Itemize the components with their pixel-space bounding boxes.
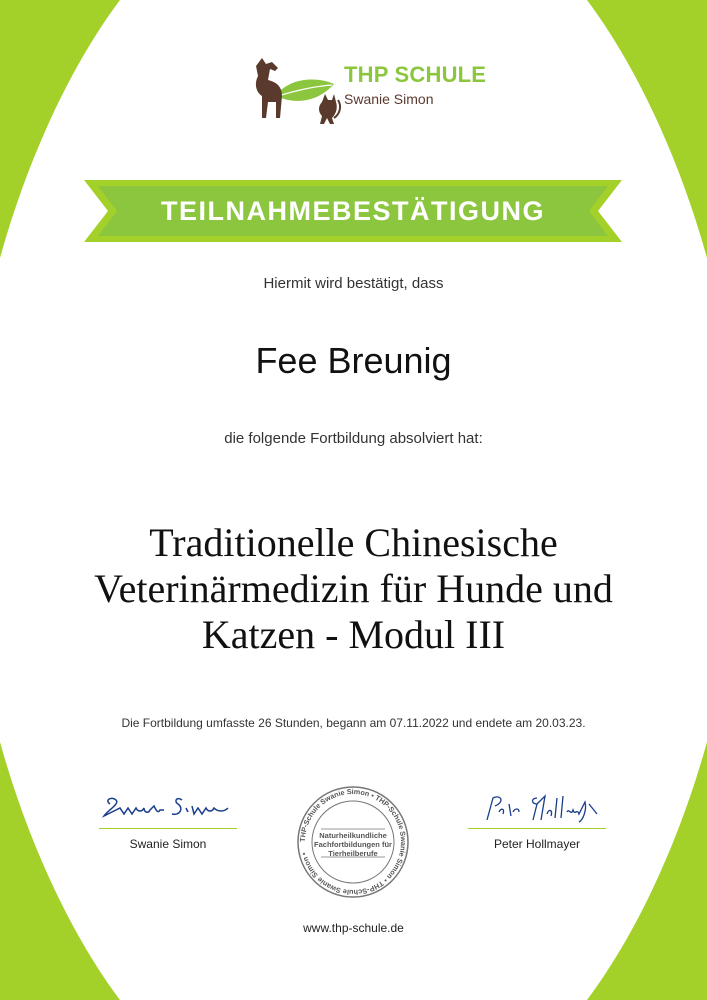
course-title-line: Traditionelle Chinesische	[149, 520, 558, 565]
signature-block-left	[88, 790, 248, 851]
signature-line	[468, 828, 606, 829]
title-banner	[84, 180, 622, 242]
course-title-line: Katzen - Modul III	[201, 612, 506, 657]
website-url: www.thp-schule.de	[303, 921, 404, 935]
bottom-left-corner-arc	[0, 740, 150, 1000]
course-details: Die Fortbildung umfasste 26 Stunden, begann am 07.11.2022 und endete am 20.03.23.	[121, 716, 586, 730]
logo-title: THP SCHULE	[344, 62, 487, 87]
handwritten-signature-peter-hollmayer	[467, 790, 607, 826]
signatory-name: Peter Hollmayer	[493, 837, 581, 851]
intro-text: Hiermit wird bestätigt, dass	[263, 275, 444, 292]
course-title	[40, 520, 667, 658]
bottom-right-corner-arc	[557, 740, 707, 1000]
handwritten-signature-swanie-simon	[98, 790, 238, 826]
lead-text: die folgende Fortbildung absolviert hat:	[224, 430, 483, 447]
logo-subtitle: Swanie Simon	[344, 91, 434, 107]
certificate-title: TEILNAHMEBESTÄTIGUNG	[161, 196, 545, 226]
seal-center-text	[288, 831, 418, 858]
thp-schule-logo	[248, 56, 487, 128]
official-seal	[288, 786, 418, 898]
signature-block-right	[457, 790, 617, 851]
dog-and-cat-with-leaf-logo-icon	[248, 56, 343, 128]
signature-line	[99, 828, 237, 829]
signatory-name: Swanie Simon	[129, 837, 207, 851]
recipient-name: Fee Breunig	[255, 340, 452, 381]
course-title-line: Veterinärmedizin für Hunde und	[94, 566, 613, 611]
seal-ring-text: THP-Schule Swanie Simon • THP-Schule Swanie Simon • THP-Schule Swanie Simon •	[297, 786, 409, 898]
seal-line: Fachfortbildungen für	[314, 840, 392, 849]
seal-line: Tierheilberufe	[328, 849, 378, 858]
seal-line: Naturheilkundliche	[319, 831, 387, 840]
